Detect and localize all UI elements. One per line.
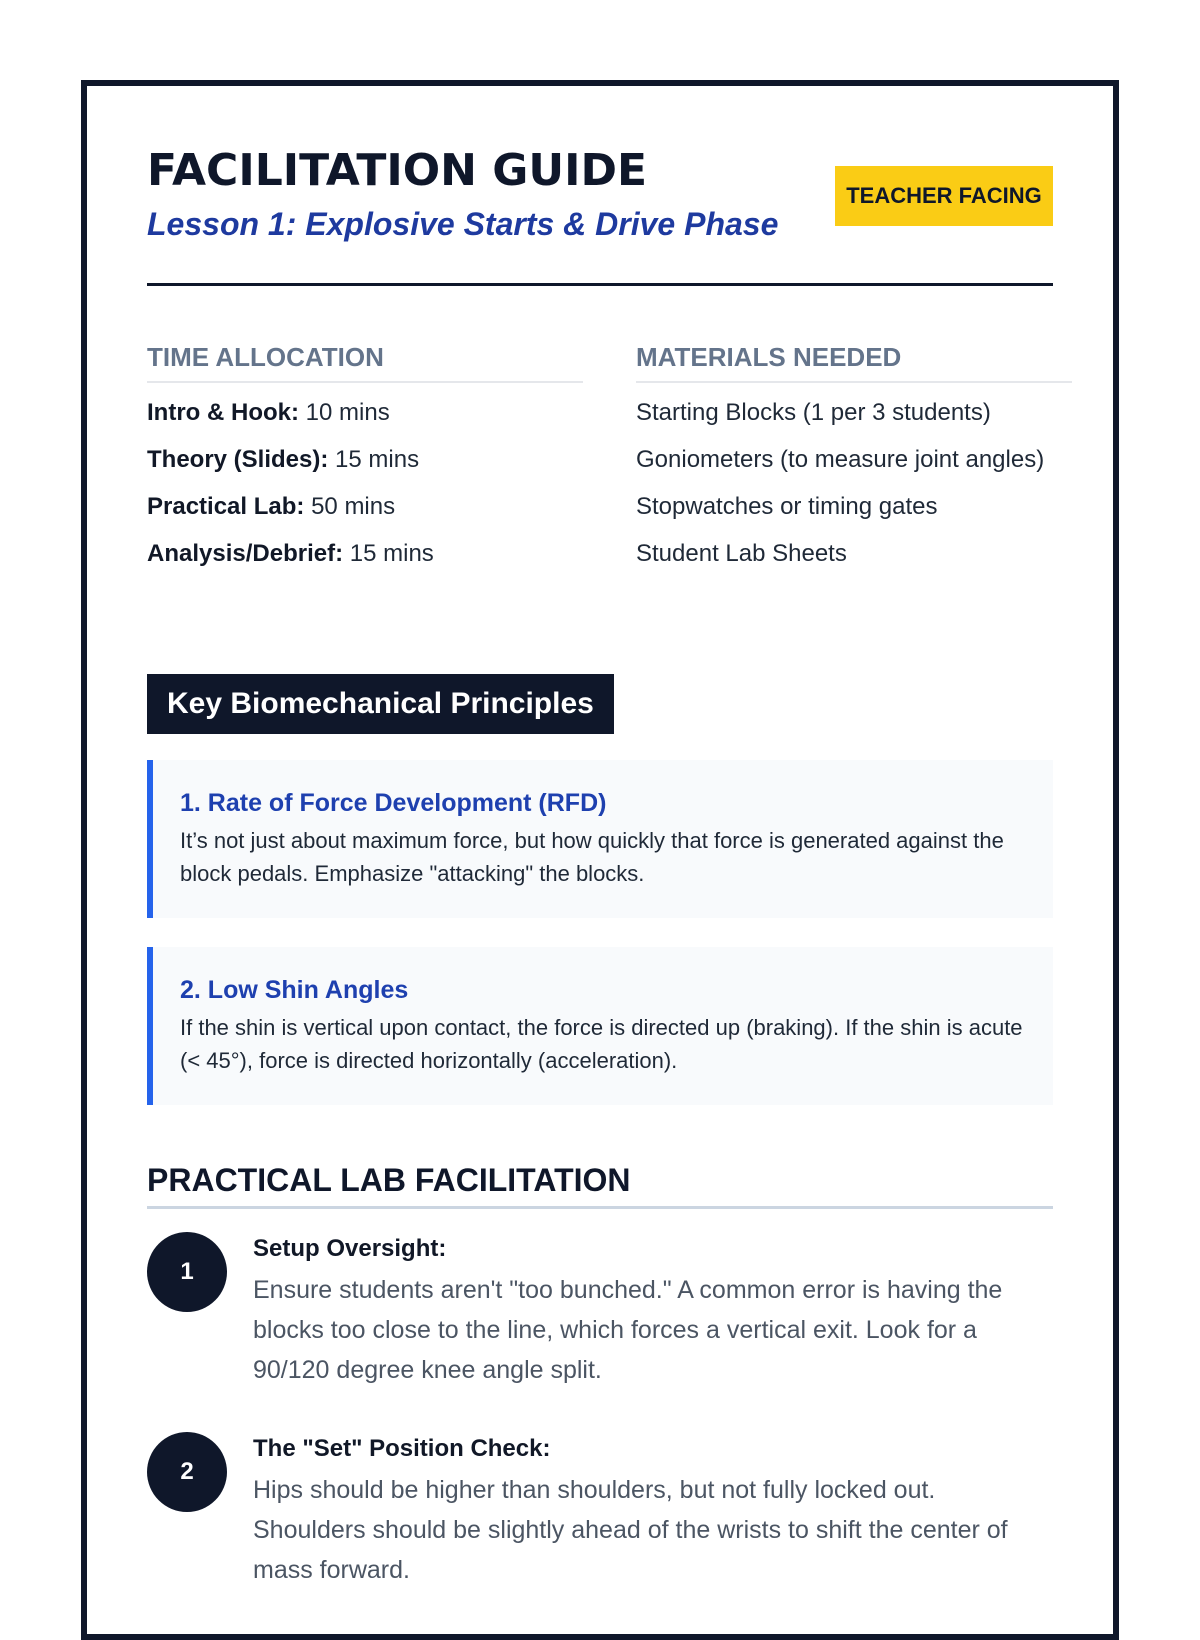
time-value: 50 mins <box>311 493 396 520</box>
principle-title: 1. Rate of Force Development (RFD) <box>180 789 607 817</box>
time-allocation-list <box>147 393 583 574</box>
list-item: Starting Blocks (1 per 3 students) <box>636 399 991 426</box>
guide-header <box>147 86 1053 286</box>
principles-heading: Key Biomechanical Principles <box>147 674 614 734</box>
materials-list <box>636 393 1072 574</box>
step-text: Hips should be higher than shoulders, but not fully locked out. Shoulders should be slightly ahead of the wrists to shift the center of mass forward. <box>253 1476 1008 1584</box>
step-title: The "Set" Position Check: <box>253 1435 551 1462</box>
time-allocation-section <box>147 341 583 581</box>
list-item: Student Lab Sheets <box>636 540 847 567</box>
list-item: Goniometers (to measure joint angles) <box>636 446 1045 473</box>
step-body <box>253 1432 1053 1590</box>
lesson-subtitle: Lesson 1: Explosive Starts & Drive Phase <box>147 206 779 242</box>
list-item <box>147 487 583 527</box>
facilitation-guide-card <box>81 80 1119 1640</box>
principle-card <box>147 947 1053 1105</box>
materials-heading: MATERIALS NEEDED <box>636 341 1072 383</box>
teacher-facing-badge: TEACHER FACING <box>835 166 1053 226</box>
principle-title: 2. Low Shin Angles <box>180 976 409 1004</box>
lab-facilitation-heading: PRACTICAL LAB FACILITATION <box>147 1158 1053 1209</box>
list-item: Stopwatches or timing gates <box>636 493 938 520</box>
time-label: Practical Lab: <box>147 493 305 520</box>
step-text: Ensure students aren't "too bunched." A common error is having the blocks too close to the line, which forces a vertical exit. Look for a 90/120 degree knee angle split. <box>253 1276 1003 1384</box>
step-number-badge: 2 <box>147 1432 227 1512</box>
list-item <box>147 534 583 574</box>
materials-section <box>636 341 1072 581</box>
time-label: Analysis/Debrief: <box>147 540 344 567</box>
time-value: 10 mins <box>305 399 390 426</box>
step-title: Setup Oversight: <box>253 1235 447 1262</box>
principle-text: It’s not just about maximum force, but how quickly that force is generated against the block pedals. Emphasize "attacking" the blocks. <box>180 828 1004 886</box>
time-value: 15 mins <box>349 540 434 567</box>
list-item <box>147 440 583 480</box>
step-number-badge: 1 <box>147 1232 227 1312</box>
page-title: FACILITATION GUIDE <box>147 145 648 196</box>
time-label: Intro & Hook: <box>147 399 299 426</box>
principle-text: If the shin is vertical upon contact, the force is directed up (braking). If the shin is acute (< 45°), force is directed horizontally (acceleration). <box>180 1015 1023 1073</box>
step-body <box>253 1232 1053 1390</box>
principle-card <box>147 760 1053 918</box>
time-allocation-heading: TIME ALLOCATION <box>147 341 583 383</box>
time-value: 15 mins <box>335 446 420 473</box>
list-item <box>147 393 583 433</box>
time-label: Theory (Slides): <box>147 446 329 473</box>
